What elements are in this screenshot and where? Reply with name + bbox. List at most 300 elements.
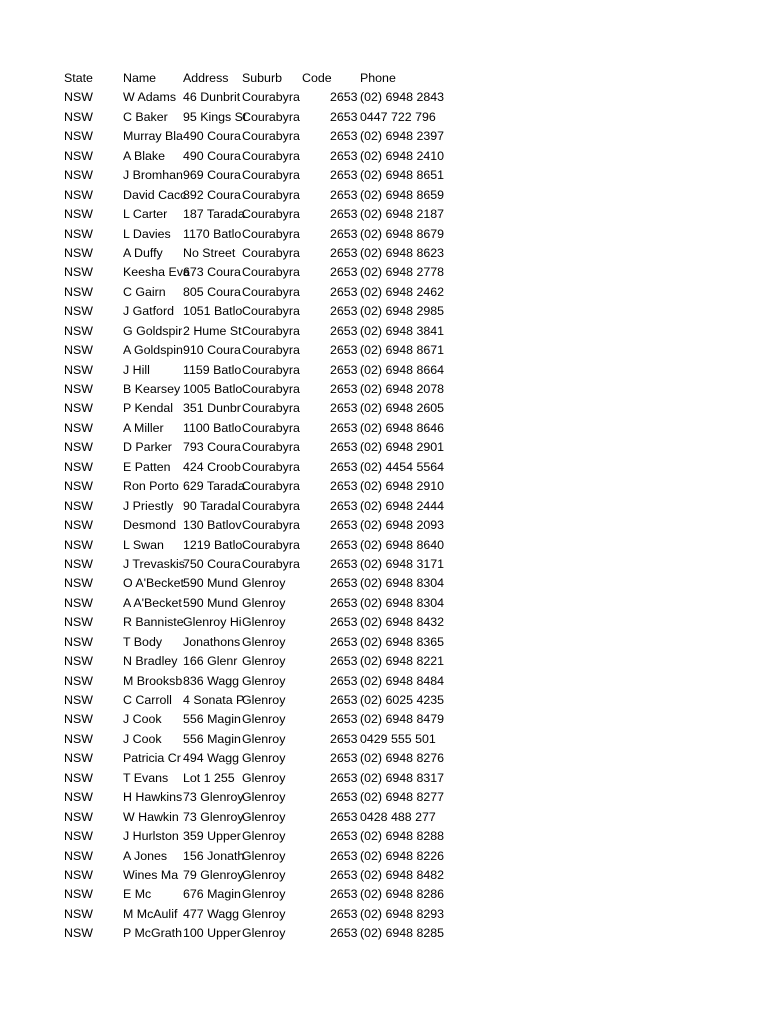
- cell-state: NSW: [64, 382, 93, 396]
- table-row: [0, 594, 768, 613]
- cell-state: NSW: [64, 809, 93, 824]
- cell-phone: (02) 6948 8679: [360, 226, 445, 241]
- table-row: [0, 438, 768, 457]
- cell-suburb: Courabyra: [242, 207, 300, 222]
- cell-code: 2653: [330, 498, 358, 513]
- cell-phone: (02) 6948 8293: [360, 906, 445, 921]
- cell-name: Ron Porto: [123, 479, 179, 494]
- cell-suburb: Glenroy: [242, 731, 286, 746]
- cell-name: A A'Becket: [123, 595, 182, 610]
- cell-suburb: Glenroy: [242, 770, 286, 785]
- cell-address: 590 Mund: [183, 576, 239, 591]
- cell-address: 46 Dunbrit: [183, 90, 241, 105]
- cell-address: 100 Upper: [183, 926, 241, 941]
- cell-suburb: Courabyra: [242, 401, 300, 416]
- cell-address: 892 Coura: [183, 187, 241, 202]
- cell-code: 2653: [330, 809, 358, 824]
- cell-suburb: Glenroy: [242, 809, 286, 824]
- cell-code: 2653: [330, 926, 358, 941]
- table-row: [0, 905, 768, 924]
- cell-phone: (02) 6948 2985: [360, 304, 445, 319]
- cell-phone: (02) 6948 8304: [360, 576, 445, 591]
- cell-phone: (02) 6948 8640: [360, 537, 445, 552]
- cell-state: NSW: [64, 226, 93, 241]
- cell-name: A Miller: [123, 420, 164, 435]
- cell-address: 494 Wagg: [183, 751, 240, 766]
- cell-code: 2653: [330, 615, 358, 630]
- cell-name: J Hurlston: [123, 829, 179, 844]
- cell-phone: (02) 6948 2187: [360, 207, 445, 222]
- table-row: [0, 827, 768, 846]
- cell-state: NSW: [64, 654, 93, 669]
- cell-name: M Brooksb: [123, 673, 183, 688]
- table-header-row: [0, 69, 768, 88]
- cell-suburb: Courabyra: [242, 518, 300, 533]
- cell-phone: (02) 6948 8482: [360, 867, 445, 882]
- cell-code: 2653: [330, 284, 358, 299]
- cell-state: NSW: [64, 906, 93, 921]
- cell-code: 2653: [330, 770, 358, 785]
- cell-name: W Hawkin: [123, 809, 179, 824]
- cell-state: NSW: [64, 129, 93, 144]
- cell-phone: (02) 6948 3171: [360, 556, 445, 571]
- cell-state: NSW: [64, 459, 93, 474]
- cell-code: 2653: [330, 751, 358, 766]
- cell-address: 910 Coura: [183, 343, 241, 358]
- cell-suburb: Courabyra: [242, 440, 300, 455]
- cell-suburb: Courabyra: [242, 323, 300, 338]
- table-row: [0, 108, 768, 127]
- cell-code: 2653: [330, 304, 358, 319]
- cell-state: NSW: [64, 770, 93, 785]
- cell-phone: (02) 6948 8304: [360, 595, 445, 610]
- cell-suburb: Courabyra: [242, 498, 300, 513]
- cell-suburb: Courabyra: [242, 556, 300, 571]
- cell-state: NSW: [64, 343, 93, 358]
- cell-phone: (02) 4454 5564: [360, 459, 445, 474]
- cell-code: 2653: [330, 207, 358, 222]
- cell-code: 2653: [330, 245, 358, 260]
- cell-phone: (02) 6948 8285: [360, 926, 445, 941]
- table-row: [0, 225, 768, 244]
- table-row: [0, 127, 768, 146]
- cell-name: Wines Ma: [123, 867, 179, 882]
- cell-name: T Body: [123, 634, 163, 649]
- cell-phone: (02) 6948 2444: [360, 498, 445, 513]
- cell-name: J Cook: [123, 731, 162, 746]
- cell-state: NSW: [64, 245, 93, 260]
- cell-state: NSW: [64, 673, 93, 688]
- cell-code: 2653: [330, 867, 358, 882]
- table-row: [0, 322, 768, 341]
- table-row: [0, 380, 768, 399]
- table-row: [0, 866, 768, 885]
- cell-suburb: Glenroy: [242, 615, 286, 630]
- cell-name: O A'Becket: [123, 576, 184, 591]
- cell-suburb: Courabyra: [242, 90, 300, 105]
- cell-phone: (02) 6948 8276: [360, 751, 445, 766]
- cell-code: 2653: [330, 90, 358, 105]
- cell-state: NSW: [64, 420, 93, 435]
- cell-address: 750 Coura: [183, 556, 241, 571]
- table-row: [0, 166, 768, 185]
- cell-code: 2653: [330, 693, 358, 707]
- cell-phone: (02) 6948 8651: [360, 168, 445, 183]
- cell-phone: (02) 6948 8664: [360, 362, 445, 377]
- cell-address: 673 Coura: [183, 265, 241, 280]
- cell-state: NSW: [64, 615, 93, 630]
- contact-table: [0, 69, 768, 944]
- cell-name: J Bromhan: [123, 168, 183, 183]
- cell-state: NSW: [64, 848, 93, 863]
- cell-suburb: Courabyra: [242, 537, 300, 552]
- header-suburb: Suburb: [242, 71, 282, 85]
- cell-address: 95 Kings St: [183, 109, 247, 124]
- cell-name: G Goldspir: [123, 323, 183, 338]
- cell-name: P Kendal: [123, 401, 174, 416]
- cell-code: 2653: [330, 848, 358, 863]
- cell-address: 90 Taradal: [183, 498, 241, 513]
- cell-state: NSW: [64, 518, 93, 533]
- cell-suburb: Courabyra: [242, 459, 300, 474]
- cell-name: A Blake: [123, 148, 166, 163]
- cell-code: 2653: [330, 906, 358, 921]
- cell-name: L Davies: [123, 226, 171, 241]
- cell-state: NSW: [64, 284, 93, 299]
- cell-address: 73 Glenroy: [183, 809, 244, 824]
- cell-suburb: Glenroy: [242, 887, 286, 902]
- cell-suburb: Glenroy: [242, 829, 286, 844]
- cell-address: 1219 Batlo: [183, 537, 243, 552]
- cell-phone: 0429 555 501: [360, 731, 436, 746]
- cell-name: J Gatford: [123, 304, 174, 319]
- cell-state: NSW: [64, 731, 93, 746]
- table-row: [0, 633, 768, 652]
- cell-address: 79 Glenroy: [183, 867, 244, 882]
- cell-address: 4 Sonata P: [183, 693, 245, 707]
- cell-phone: (02) 6948 3841: [360, 323, 445, 338]
- cell-name: Murray Bla: [123, 129, 183, 144]
- cell-code: 2653: [330, 459, 358, 474]
- cell-phone: (02) 6948 2397: [360, 129, 445, 144]
- cell-code: 2653: [330, 731, 358, 746]
- cell-name: A Goldspin: [123, 343, 183, 358]
- cell-suburb: Courabyra: [242, 420, 300, 435]
- cell-phone: (02) 6948 2778: [360, 265, 445, 280]
- cell-suburb: Courabyra: [242, 168, 300, 183]
- cell-code: 2653: [330, 168, 358, 183]
- cell-address: 130 Batlov: [183, 518, 242, 533]
- cell-name: P McGrath: [123, 926, 182, 941]
- cell-state: NSW: [64, 323, 93, 338]
- cell-name: E Patten: [123, 459, 171, 474]
- table-row: [0, 536, 768, 555]
- cell-address: 73 Glenroy: [183, 790, 244, 805]
- table-row: [0, 341, 768, 360]
- cell-phone: (02) 6948 8432: [360, 615, 445, 630]
- cell-name: A Jones: [123, 848, 168, 863]
- cell-state: NSW: [64, 751, 93, 766]
- table-row: [0, 710, 768, 729]
- cell-state: NSW: [64, 265, 93, 280]
- cell-phone: (02) 6025 4235: [360, 693, 445, 707]
- cell-phone: (02) 6948 8659: [360, 187, 445, 202]
- table-row: [0, 691, 768, 710]
- cell-name: N Bradley: [123, 654, 178, 669]
- table-row: [0, 885, 768, 904]
- cell-name: Desmond: [123, 518, 177, 533]
- cell-name: C Gairn: [123, 284, 166, 299]
- cell-state: NSW: [64, 362, 93, 377]
- cell-name: L Swan: [123, 537, 164, 552]
- cell-state: NSW: [64, 207, 93, 222]
- cell-address: 424 Croob: [183, 459, 241, 474]
- cell-state: NSW: [64, 479, 93, 494]
- table-row: [0, 555, 768, 574]
- cell-code: 2653: [330, 887, 358, 902]
- table-row: [0, 263, 768, 282]
- cell-name: David Cacc: [123, 187, 187, 202]
- cell-address: 1005 Batlo: [183, 382, 243, 396]
- cell-name: C Baker: [123, 109, 168, 124]
- cell-name: Patricia Cr: [123, 751, 181, 766]
- cell-address: Glenroy Hi: [183, 615, 242, 630]
- cell-code: 2653: [330, 790, 358, 805]
- header-address: Address: [183, 71, 229, 85]
- cell-suburb: Glenroy: [242, 595, 286, 610]
- cell-suburb: Glenroy: [242, 673, 286, 688]
- table-row: [0, 244, 768, 263]
- cell-state: NSW: [64, 498, 93, 513]
- cell-phone: (02) 6948 8317: [360, 770, 445, 785]
- cell-code: 2653: [330, 420, 358, 435]
- cell-name: M McAulif: [123, 906, 178, 921]
- cell-state: NSW: [64, 926, 93, 941]
- cell-suburb: Glenroy: [242, 712, 286, 727]
- cell-code: 2653: [330, 479, 358, 494]
- table-row: [0, 361, 768, 380]
- table-row: [0, 283, 768, 302]
- cell-suburb: Glenroy: [242, 654, 286, 669]
- cell-code: 2653: [330, 537, 358, 552]
- cell-state: NSW: [64, 168, 93, 183]
- cell-suburb: Courabyra: [242, 148, 300, 163]
- table-row: [0, 205, 768, 224]
- cell-state: NSW: [64, 887, 93, 902]
- table-row: [0, 497, 768, 516]
- cell-code: 2653: [330, 440, 358, 455]
- cell-suburb: Courabyra: [242, 245, 300, 260]
- cell-suburb: Glenroy: [242, 576, 286, 591]
- table-row: [0, 419, 768, 438]
- cell-name: A Duffy: [123, 245, 163, 260]
- cell-state: NSW: [64, 148, 93, 163]
- cell-state: NSW: [64, 867, 93, 882]
- cell-address: 1170 Batlo: [183, 226, 242, 241]
- table-row: [0, 574, 768, 593]
- cell-address: 490 Coura: [183, 129, 241, 144]
- cell-address: 2 Hume St: [183, 323, 242, 338]
- cell-address: 156 Jonath: [183, 848, 245, 863]
- cell-state: NSW: [64, 634, 93, 649]
- cell-phone: (02) 6948 8277: [360, 790, 445, 805]
- cell-phone: (02) 6948 8365: [360, 634, 445, 649]
- cell-suburb: Courabyra: [242, 284, 300, 299]
- cell-address: 166 Glenr: [183, 654, 238, 669]
- cell-suburb: Courabyra: [242, 226, 300, 241]
- cell-state: NSW: [64, 440, 93, 455]
- table-body: [0, 88, 768, 943]
- cell-code: 2653: [330, 518, 358, 533]
- cell-address: 351 Dunbr: [183, 401, 241, 416]
- cell-phone: 0447 722 796: [360, 109, 436, 124]
- table-row: [0, 88, 768, 107]
- cell-address: 629 Tarada: [183, 479, 245, 494]
- cell-address: 477 Wagg: [183, 906, 240, 921]
- cell-code: 2653: [330, 109, 358, 124]
- cell-suburb: Glenroy: [242, 634, 286, 649]
- cell-suburb: Glenroy: [242, 906, 286, 921]
- cell-phone: (02) 6948 8221: [360, 654, 445, 669]
- cell-phone: (02) 6948 8484: [360, 673, 445, 688]
- cell-suburb: Courabyra: [242, 187, 300, 202]
- cell-phone: (02) 6948 8623: [360, 245, 445, 260]
- cell-name: L Carter: [123, 207, 168, 222]
- cell-state: NSW: [64, 401, 93, 416]
- cell-name: J Priestly: [123, 498, 174, 513]
- cell-name: J Hill: [123, 362, 150, 377]
- cell-state: NSW: [64, 537, 93, 552]
- cell-address: 676 Magin: [183, 887, 241, 902]
- table-row: [0, 302, 768, 321]
- cell-address: No Street: [183, 245, 236, 260]
- cell-phone: (02) 6948 8671: [360, 343, 445, 358]
- cell-code: 2653: [330, 401, 358, 416]
- cell-suburb: Courabyra: [242, 129, 300, 144]
- cell-address: 805 Coura: [183, 284, 241, 299]
- cell-state: NSW: [64, 304, 93, 319]
- table-row: [0, 847, 768, 866]
- header-phone: Phone: [360, 71, 396, 85]
- cell-name: R Banniste: [123, 615, 184, 630]
- cell-state: NSW: [64, 109, 93, 124]
- cell-name: E Mc: [123, 887, 152, 902]
- cell-suburb: Courabyra: [242, 479, 300, 494]
- cell-address: 556 Magin: [183, 731, 241, 746]
- cell-address: 556 Magin: [183, 712, 241, 727]
- cell-address: 793 Coura: [183, 440, 241, 455]
- cell-phone: (02) 6948 8286: [360, 887, 445, 902]
- table-row: [0, 458, 768, 477]
- cell-state: NSW: [64, 556, 93, 571]
- cell-state: NSW: [64, 829, 93, 844]
- table-row: [0, 749, 768, 768]
- cell-suburb: Courabyra: [242, 343, 300, 358]
- cell-address: 590 Mund: [183, 595, 239, 610]
- cell-address: Lot 1 255: [183, 770, 235, 785]
- cell-name: J Trevaskis: [123, 556, 185, 571]
- cell-state: NSW: [64, 712, 93, 727]
- cell-address: 1100 Batlo: [183, 420, 242, 435]
- cell-code: 2653: [330, 129, 358, 144]
- cell-code: 2653: [330, 265, 358, 280]
- cell-suburb: Glenroy: [242, 848, 286, 863]
- cell-state: NSW: [64, 90, 93, 105]
- cell-name: W Adams: [123, 90, 177, 105]
- cell-phone: (02) 6948 8479: [360, 712, 445, 727]
- cell-address: 1159 Batlo: [183, 362, 242, 377]
- cell-code: 2653: [330, 323, 358, 338]
- cell-state: NSW: [64, 790, 93, 805]
- table-row: [0, 730, 768, 749]
- table-row: [0, 147, 768, 166]
- cell-address: 1051 Batlo: [183, 304, 243, 319]
- cell-code: 2653: [330, 595, 358, 610]
- cell-name: T Evans: [123, 770, 169, 785]
- cell-suburb: Courabyra: [242, 362, 300, 377]
- cell-state: NSW: [64, 576, 93, 591]
- cell-state: NSW: [64, 693, 93, 707]
- cell-name: D Parker: [123, 440, 172, 455]
- cell-address: 836 Wagg: [183, 673, 240, 688]
- cell-address: 187 Tarada: [183, 207, 245, 222]
- cell-code: 2653: [330, 187, 358, 202]
- table-row: [0, 613, 768, 632]
- table-row: [0, 477, 768, 496]
- cell-suburb: Glenroy: [242, 790, 286, 805]
- cell-code: 2653: [330, 556, 358, 571]
- cell-code: 2653: [330, 576, 358, 591]
- cell-phone: (02) 6948 2093: [360, 518, 445, 533]
- cell-suburb: Glenroy: [242, 926, 286, 941]
- cell-code: 2653: [330, 343, 358, 358]
- table-row: [0, 788, 768, 807]
- cell-phone: (02) 6948 8288: [360, 829, 445, 844]
- table-row: [0, 808, 768, 827]
- cell-code: 2653: [330, 148, 358, 163]
- table-row: [0, 186, 768, 205]
- cell-address: 359 Upper: [183, 829, 241, 844]
- cell-code: 2653: [330, 654, 358, 669]
- cell-code: 2653: [330, 382, 358, 396]
- cell-state: NSW: [64, 187, 93, 202]
- cell-phone: (02) 6948 2462: [360, 284, 445, 299]
- cell-name: B Kearsey: [123, 382, 181, 396]
- table-row: [0, 672, 768, 691]
- cell-suburb: Courabyra: [242, 304, 300, 319]
- cell-suburb: Glenroy: [242, 751, 286, 766]
- cell-suburb: Glenroy: [242, 693, 286, 707]
- cell-suburb: Courabyra: [242, 109, 300, 124]
- cell-name: C Carroll: [123, 693, 172, 707]
- cell-code: 2653: [330, 362, 358, 377]
- table-row: [0, 399, 768, 418]
- cell-phone: (02) 6948 8226: [360, 848, 445, 863]
- header-code: Code: [302, 71, 332, 85]
- table-row: [0, 769, 768, 788]
- table-row: [0, 924, 768, 943]
- cell-phone: (02) 6948 8646: [360, 420, 445, 435]
- cell-name: H Hawkins: [123, 790, 183, 805]
- cell-name: J Cook: [123, 712, 162, 727]
- cell-code: 2653: [330, 673, 358, 688]
- cell-code: 2653: [330, 226, 358, 241]
- header-name: Name: [123, 71, 157, 85]
- cell-code: 2653: [330, 634, 358, 649]
- cell-code: 2653: [330, 829, 358, 844]
- header-state: State: [64, 71, 93, 85]
- cell-address: Jonathons: [183, 634, 241, 649]
